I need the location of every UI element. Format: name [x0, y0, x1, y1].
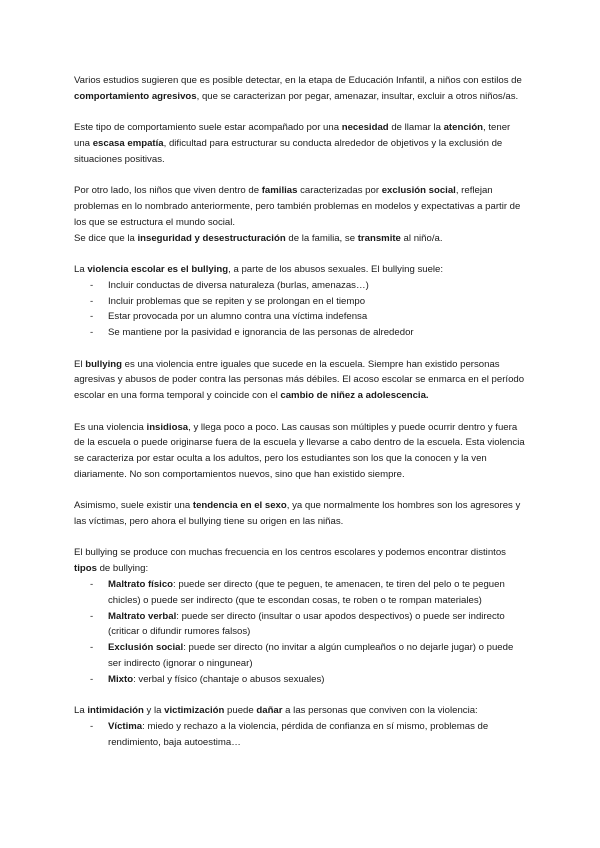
- dash-bullet: -: [90, 295, 94, 307]
- paragraph-early-detection: Varios estudios sugieren que es posible detectar, en la etapa de Educación Infantil, a niños con estilos de comportamiento agresivos, que se caracterizan por pegar, amenazar, insultar, excluir a otros niños/as.: [74, 75, 522, 102]
- paragraph-school-violence: La violencia escolar es el bullying, a parte de los abusos sexuales. El bullying suele:: [74, 263, 444, 275]
- list-item: - Estar provocada por un alumno contra una víctima indefensa: [74, 309, 526, 325]
- dash-bullet: -: [90, 579, 94, 591]
- paragraph-insidious: Es una violencia insidiosa, y llega poco a poco. Las causas son múltiples y puede ocurrir dentro y fuera de la escuela o puede originarse fuera de la escuela y llevarse a cabo dentro de la escuela. Esta violencia se caracteriza por estar oculta a los adultos, pero los estudiantes son los que la conocen y la ven diariamente. No son comportamientos nuevos, sino que han existido siempre.: [74, 421, 525, 480]
- paragraph-gender-tendency: Asimismo, suele existir una tendencia en el sexo, ya que normalmente los hombres son los agresores y las víctimas, pero ahora el bullying tiene su origen en las niñas.: [74, 500, 521, 528]
- paragraph-bullying-definition: El bullying es una violencia entre iguales que sucede en la escuela. Siempre han existido personas agresivas y abusos de poder contra las personas más débiles. El acoso escolar se enmarca en el período escolar en una forma temporal y coincide con el cambio de niñez a adolescencia.: [74, 358, 525, 402]
- list-harm-effects: [74, 719, 526, 751]
- paragraph-behavior-traits: Este tipo de comportamiento suele estar acompañado por una necesidad de llamar la atención, tener una escasa empatía, dificultad para estructurar su conducta alrededor de objetivos y la exclusión de situaciones positivas.: [74, 122, 511, 165]
- dash-bullet: -: [90, 673, 94, 685]
- list-item: - Maltrato físico: puede ser directo (que te peguen, te amenacen, te tiren del pelo o te peguen chicles) o puede ser indirecto (que te escondan cosas, te roben o te rompan materiales): [90, 579, 505, 606]
- dash-bullet: -: [90, 721, 94, 733]
- dash-bullet: -: [90, 311, 94, 323]
- list-bullying-traits: [74, 278, 526, 341]
- list-item: - Se mantiene por la pasividad e ignorancia de las personas de alrededor: [74, 325, 526, 341]
- paragraph-bullying-types: El bullying se produce con muchas frecuencia en los centros escolares y podemos encontrar distintos tipos de bullying:: [74, 547, 506, 575]
- list-item: - Maltrato verbal: puede ser directo (insultar o usar apodos despectivos) o puede ser indirecto (criticar o difundir rumores falsos): [90, 610, 505, 638]
- list-item: - Incluir problemas que se repiten y se prolongan en el tiempo: [74, 294, 526, 310]
- list-item: - Víctima: miedo y rechazo a la violencia, pérdida de confianza en sí mismo, problemas de rendimiento, baja autoestima…: [90, 721, 489, 748]
- list-item: - Mixto: verbal y físico (chantaje o abusos sexuales): [74, 672, 526, 688]
- dash-bullet: -: [90, 327, 94, 339]
- dash-bullet: -: [90, 642, 94, 654]
- list-bullying-types: [74, 577, 526, 688]
- list-item: - Incluir conductas de diversa naturaleza (burlas, amenazas…): [74, 278, 526, 294]
- list-item: - Exclusión social: puede ser directo (no invitar a algún cumpleaños o no dejarle jugar) o puede ser indirecto (ignorar o ningunear): [90, 642, 514, 670]
- dash-bullet: -: [90, 279, 94, 291]
- document-page: [74, 73, 526, 766]
- paragraph-harm: La intimidación y la victimización puede dañar a las personas que conviven con la violencia:: [74, 705, 478, 717]
- dash-bullet: -: [90, 610, 94, 622]
- paragraph-families: Por otro lado, los niños que viven dentro de familias caracterizadas por exclusión social, reflejan problemas en lo nombrado anteriormente, pero también problemas en modelos y expectativas a partir de los que se estructura el mundo social.: [74, 185, 521, 228]
- paragraph-transmission: Se dice que la inseguridad y desestructuración de la familia, se transmite al niño/a.: [74, 232, 443, 244]
